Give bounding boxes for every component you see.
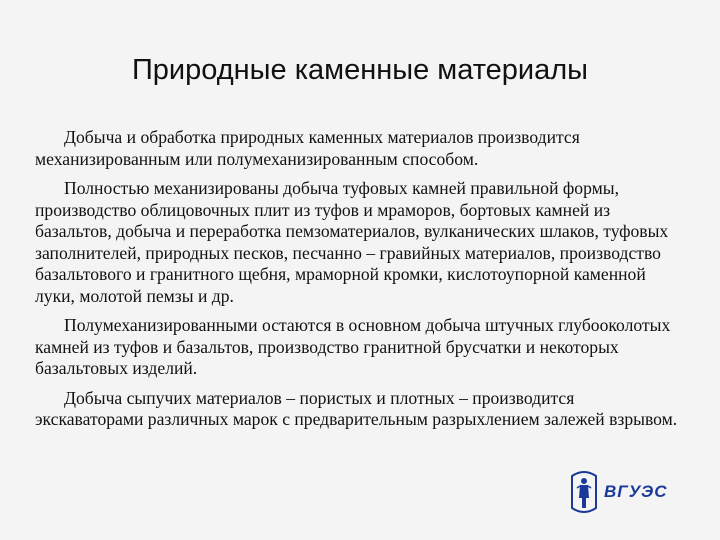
slide-body	[35, 127, 685, 439]
logo-text: ВГУЭС	[604, 482, 668, 501]
university-emblem-icon	[568, 468, 600, 516]
slide-title: Природные каменные материалы	[131, 54, 589, 86]
paragraph: Полностью механизированы добыча туфовых камней правильной формы, производство облицовочных плит из туфов и мраморов, бортовых камней из базальтов, добыча и переработка пемзоматериалов, вулканических шлаков, туфовых заполнителей, природных песков, песчанно – гравийных материалов, производство базальтового и гранитного щебня, мраморной кромки, кислотоупорной каменной луки, молотой пемзы и др.	[35, 178, 669, 306]
paragraph: Добыча и обработка природных каменных материалов производится механизированным или полумеханизированным способом.	[35, 127, 580, 169]
paragraph: Добыча сыпучих материалов – пористых и плотных – производится экскаваторами различных марок с предварительным разрыхлением залежей взрывом.	[35, 387, 678, 429]
paragraph: Полумеханизированными остаются в основном добыча штучных глубооколотых камней из туфов и базальтов, производство гранитной брусчатки и некоторых базальтовых изделий.	[35, 315, 671, 378]
university-logo	[568, 468, 668, 516]
